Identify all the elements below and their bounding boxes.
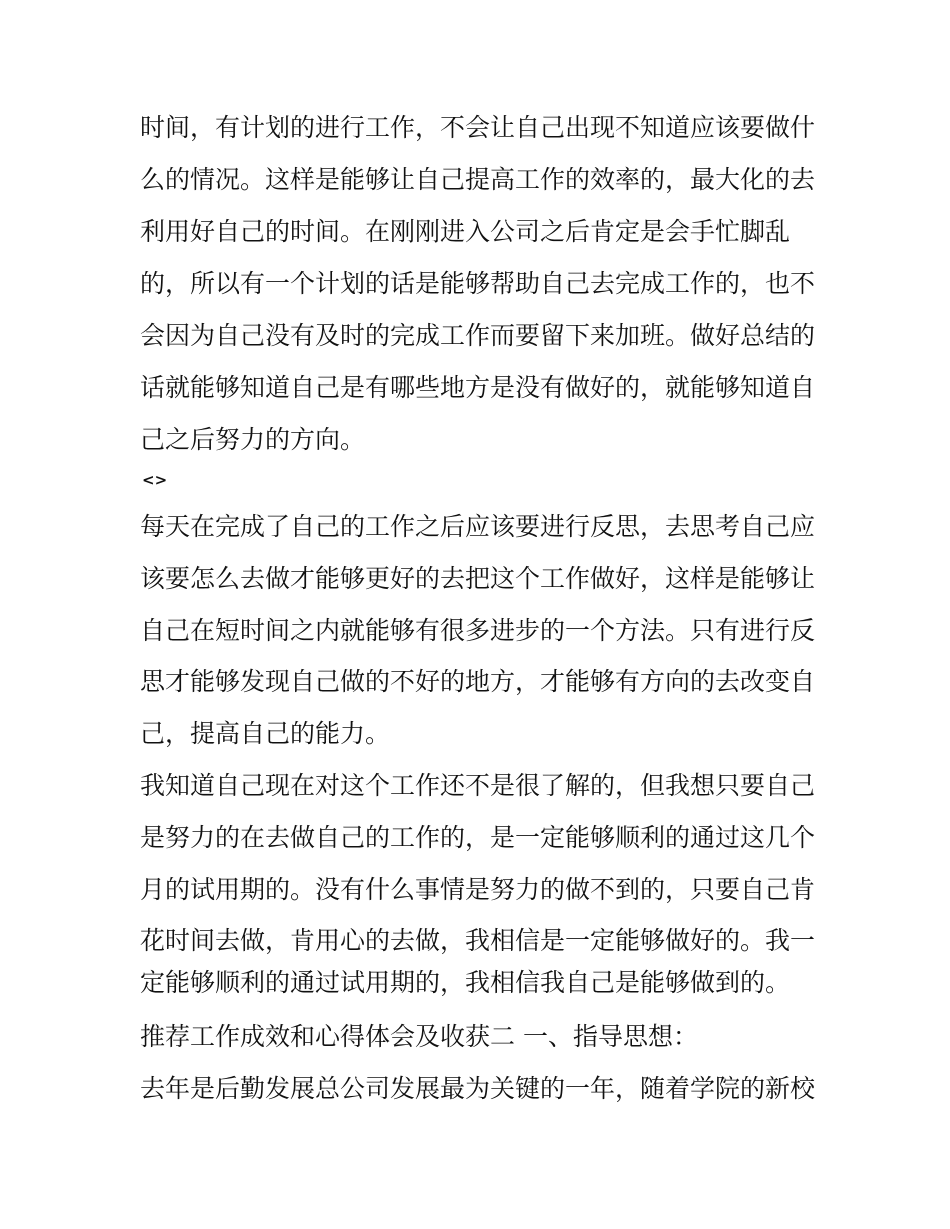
text-line: 该要怎么去做才能够更好的去把这个工作做好，这样是能够让 xyxy=(140,564,816,593)
text-line: 月的试用期的。没有什么事情是努力的做不到的，只要自己肯 xyxy=(140,875,816,904)
text-line: 定能够顺利的通过试用期的，我相信我自己是能够做到的。 xyxy=(140,968,791,997)
text-line: 自己在短时间之内就能够有很多进步的一个方法。只有进行反 xyxy=(140,616,816,645)
text-line: 的，所以有一个计划的话是能够帮助自己去完成工作的，也不 xyxy=(140,269,816,298)
text-line: 是努力的在去做自己的工作的，是一定能够顺利的通过这几个 xyxy=(140,823,816,852)
text-line: 花时间去做，肯用心的去做，我相信是一定能够做好的。我一 xyxy=(140,926,816,955)
text-line: 么的情况。这样是能够让自己提高工作的效率的，最大化的去 xyxy=(140,165,816,194)
text-line: 己之后努力的方向。 xyxy=(140,425,366,454)
text-line: 思才能够发现自己做的不好的地方，才能够有方向的去改变自 xyxy=(140,667,816,696)
section-heading: 推荐工作成效和心得体会及收获二 一、指导思想： xyxy=(140,1022,698,1051)
text-line: 利用好自己的时间。在刚刚进入公司之后肯定是会手忙脚乱 xyxy=(140,217,791,246)
text-line: 己，提高自己的能力。 xyxy=(140,719,391,748)
text-line: 去年是后勤发展总公司发展最为关键的一年，随着学院的新校 xyxy=(140,1074,816,1103)
text-line: 每天在完成了自己的工作之后应该要进行反思，去思考自己应 xyxy=(140,512,816,541)
section-marker: <> xyxy=(142,471,168,489)
text-line: 时间，有计划的进行工作，不会让自己出现不知道应该要做什 xyxy=(140,113,816,142)
text-line: 话就能够知道自己是有哪些地方是没有做好的，就能够知道自 xyxy=(140,373,816,402)
text-line: 我知道自己现在对这个工作还不是很了解的，但我想只要自己 xyxy=(140,771,816,800)
text-line: 会因为自己没有及时的完成工作而要留下来加班。做好总结的 xyxy=(140,321,816,350)
